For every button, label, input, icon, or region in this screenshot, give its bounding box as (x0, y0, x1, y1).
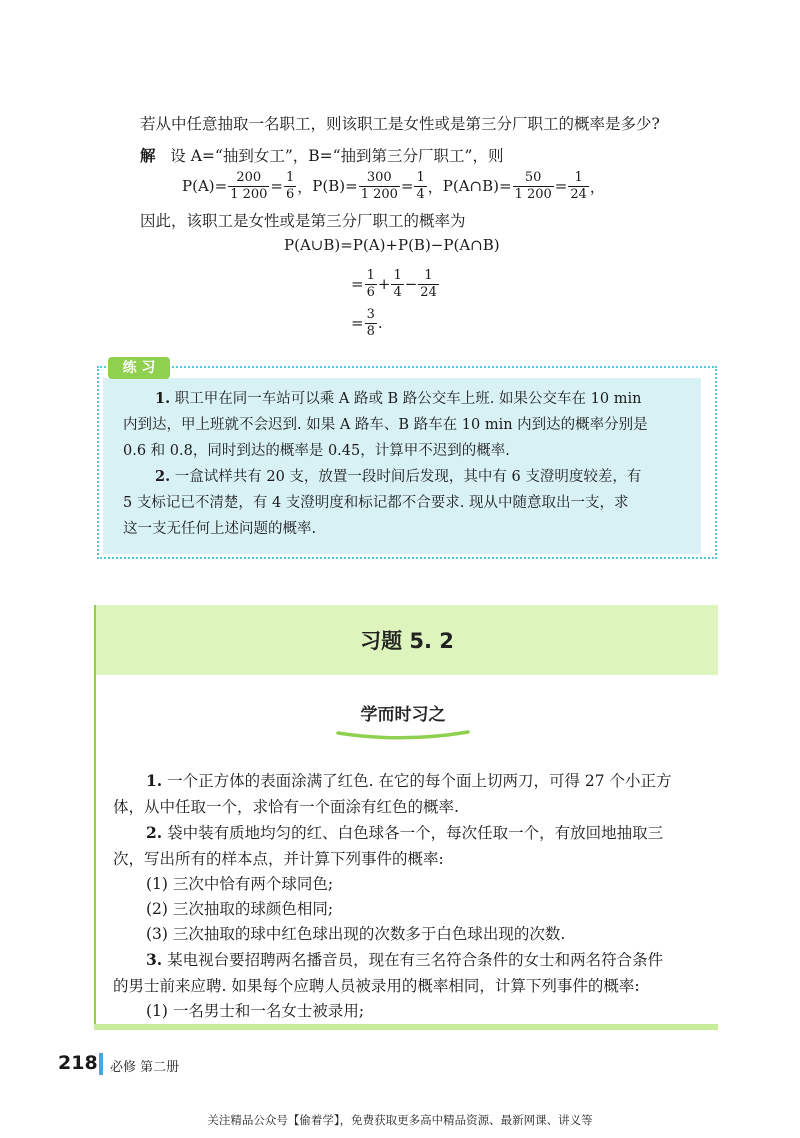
exercise-3-number: 3. (146, 950, 163, 969)
exercise-3-item-1: (1) 一名男士和一名女士被录用; (146, 1002, 365, 1020)
exercise-2-item-2: (2) 三次抽取的球颜色相同; (146, 900, 334, 918)
pa-eq: = (270, 177, 283, 195)
pab-fraction: $\frac{50}{1 200}$ (514, 169, 552, 202)
footer-note: 关注精品公众号【偷着学】，免费获取更多高中精品资源、最新网课、讲义等 (207, 1113, 593, 1127)
practice-2-line-2: 5 支标记已不清楚，有 4 支澄明度和标记都不合要求. 现从中随意取出一支，求 (123, 495, 629, 511)
separator: ， (297, 177, 313, 196)
practice-1-number: 1. (155, 390, 171, 407)
exercise-2-item-1: (1) 三次中恰有两个球同色; (146, 875, 334, 893)
term3-fraction: $\frac{1}{24}$ (420, 267, 437, 300)
result-fraction: $\frac{3}{8}$ (366, 306, 375, 339)
exercise-1-text: 一个正方体的表面涂满了红色. 在它的每个面上切两刀，可得 27 个小正方 (167, 772, 672, 790)
plus-sign: + (377, 275, 391, 293)
solution-label: 解 (140, 146, 156, 165)
pab-tail: ， (589, 177, 605, 196)
page-number: 218 (58, 1052, 98, 1074)
pa-fraction: $\frac{200}{1 200}$ (230, 169, 268, 202)
exercise-1-line-1 (146, 771, 672, 791)
exercise-3-line-1 (146, 950, 663, 970)
therefore-text: 因此，该职工是女性或是第三分厂职工的概率为 (140, 212, 466, 230)
exercise-subtitle (330, 703, 476, 743)
pb-eq: = (400, 177, 414, 195)
eq2: = (351, 314, 364, 332)
exercise-2-text: 袋中装有质地均匀的红、白色球各一个，每次任取一个，有放回地抽取三 (167, 824, 664, 842)
page-number-bar (99, 1053, 103, 1075)
exercise-title: 习题 5. 2 (96, 605, 718, 675)
question-text: 若从中任意抽取一名职工，则该职工是女性或是第三分厂职工的概率是多少? (140, 115, 660, 133)
pab-eq: = (554, 177, 568, 195)
exercise-2-line-2: 次，写出所有的样本点，并计算下列事件的概率: (113, 850, 444, 868)
exercise-frame-bottom (94, 1024, 718, 1030)
minus-sign: − (404, 275, 418, 293)
practice-2-line-1 (155, 467, 641, 487)
practice-2-line-3: 这一支无任何上述问题的概率. (123, 521, 317, 537)
exercise-frame-left (94, 605, 96, 1030)
exercise-3-line-2: 的男士前来应聘. 如果每个应聘人员被录用的概率相同，计算下列事件的概率: (113, 977, 640, 995)
term1-fraction: $\frac{1}{6}$ (366, 267, 375, 300)
practice-2-text: 一盒试样共有 20 支，放置一段时间后发现，其中有 6 支澄明度较差，有 (174, 469, 642, 485)
solution-setup: 设 A=“抽到女工”，B=“抽到第三分厂职工”，则 (170, 147, 504, 165)
practice-1-line-2: 内到达，甲上班就不会迟到. 如果 A 路车、B 路车在 10 min 内到达的概率分别是 (123, 417, 648, 433)
pb-fraction: $\frac{300}{1 200}$ (360, 169, 398, 202)
pa-lhs: P(A)= (182, 177, 228, 195)
separator: ， (427, 177, 443, 196)
practice-1-text: 职工甲在同一车站可以乘 A 路或 B 路公交车上班. 如果公交车在 10 min (174, 391, 642, 407)
exercise-2-item-3: (3) 三次抽取的球中红色球出现的次数多于白色球出现的次数. (146, 925, 566, 943)
exercise-2-line-1 (146, 823, 663, 843)
result-tail: . (377, 314, 383, 332)
practice-1-line-3: 0.6 和 0.8，同时到达的概率是 0.45，计算甲不迟到的概率. (123, 443, 510, 459)
term2-fraction: $\frac{1}{4}$ (393, 267, 402, 300)
exercise-1-number: 1. (146, 771, 163, 790)
exercise-2-number: 2. (146, 823, 163, 842)
practice-label: 练 习 (108, 357, 170, 379)
subtitle-swoosh-icon (330, 727, 476, 741)
book-name: 必修 第二册 (110, 1060, 180, 1075)
practice-1-line-1 (155, 389, 641, 409)
eq1: = (351, 275, 364, 293)
exercise-subtitle-text: 学而时习之 (360, 705, 446, 725)
pab-fraction-reduced: $\frac{1}{24}$ (570, 169, 587, 202)
pb-lhs: P(B)= (312, 177, 358, 195)
substitution-line (351, 264, 440, 304)
result-line (351, 303, 383, 343)
solution-setup-line (140, 146, 503, 166)
exercise-3-text: 某电视台要招聘两名播音员，现在有三名符合条件的女士和两名符合条件 (167, 951, 664, 969)
probability-values-line (182, 166, 605, 206)
practice-2-number: 2. (155, 468, 171, 485)
pab-lhs: P(A∩B)= (442, 177, 512, 195)
union-formula: P(A∪B)=P(A)+P(B)−P(A∩B) (284, 236, 500, 254)
pa-fraction-reduced: $\frac{1}{6}$ (286, 169, 295, 202)
exercise-1-line-2: 体，从中任取一个，求恰有一个面涂有红色的概率. (113, 798, 459, 816)
pb-fraction-reduced: $\frac{1}{4}$ (416, 169, 425, 202)
